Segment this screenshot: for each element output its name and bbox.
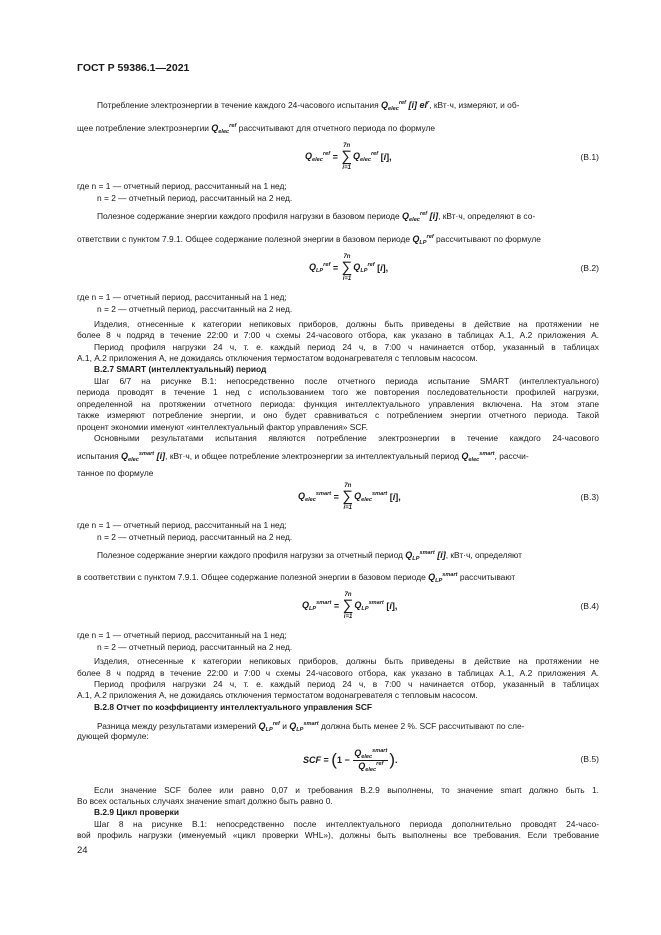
text-line: Период профиля нагрузки 24 ч, т. е. каждый период 24 ч, в 7:00 ч начинается отбор, указанный в таблицах bbox=[94, 679, 599, 689]
text-line: танное по формуле bbox=[77, 468, 154, 478]
text-line: Полезное содержание энергии каждого профиля нагрузки за отчетный период $Q_{LP}^{smart}$ [i], кВт·ч, определяют bbox=[97, 550, 522, 562]
text-line: Изделия, отнесенные к категории непиковых приборов, должны быть приведены в действие на протяжении не bbox=[94, 319, 599, 329]
text-line: Период профиля нагрузки 24 ч, т. е. каждый период 24 ч, в 7:00 ч начинается отбор, указанный в таблицах bbox=[94, 342, 599, 352]
where-line: n = 2 — отчетный период, рассчитанный на 2 нед. bbox=[97, 193, 293, 203]
text-line: Потребление электроэнергии в течение каждого 24-часового испытания $Q_{elec}^{ref}$ [i] $el^r$, кВт·ч, измеряют, и об- bbox=[97, 100, 520, 112]
q-lp-ref-symbol: $Q_{LP}^{ref}$ bbox=[258, 721, 280, 733]
text-line: в соответствии с пунктом 7.9.1. Общее содержание полезной энергии в базовом периоде $Q_{LP}^{smart}$ рассчитывают bbox=[77, 572, 516, 584]
formula-number: (В.4) bbox=[580, 601, 599, 611]
section-heading-b28: В.2.8 Отчет по коэффициенту интеллектуального управления SCF bbox=[94, 702, 373, 712]
section-heading-b29: В.2.9 Цикл проверки bbox=[94, 807, 179, 817]
q-lp-smart-total-symbol: $Q_{LP}^{smart}$ bbox=[428, 572, 458, 584]
where-line: n = 2 — отчетный период, рассчитанный на 2 нед. bbox=[97, 642, 293, 652]
formula-number: (В.2) bbox=[580, 263, 599, 273]
q-elec-ref-total-symbol: $Q_{elec}^{ref}$ bbox=[211, 123, 237, 135]
text-line: периода проводят в течение 1 нед с использованием того же повторения последовательности профилей нагрузки, bbox=[77, 387, 599, 397]
where-line: где n = 1 — отчетный период, рассчитанный на 1 нед; bbox=[77, 520, 287, 530]
text-line: Шаг 6/7 на рисунке В.1: непосредственно после отчетного периода испытание SMART (интеллектуального) bbox=[94, 376, 599, 386]
formula-number: (В.3) bbox=[580, 492, 599, 502]
page-header: ГОСТ Р 59386.1—2021 bbox=[77, 62, 190, 74]
where-line: n = 2 — отчетный период, рассчитанный на 2 нед. bbox=[97, 304, 293, 314]
where-line: где n = 1 — отчетный период, рассчитанный на 1 нед; bbox=[77, 630, 287, 640]
page-number: 24 bbox=[77, 845, 88, 856]
formula-number: (В.1) bbox=[580, 152, 599, 162]
where-line: где n = 1 — отчетный период, рассчитанный на 1 нед; bbox=[77, 181, 287, 191]
text-line: ответствии с пунктом 7.9.1. Общее содержание полезной энергии в базовом периоде $Q_{LP}^{ref}$ рассчитывают по формуле bbox=[77, 234, 541, 246]
text-line: дующей формуле: bbox=[77, 731, 149, 741]
formula-b4: $Q_{LP}^{smart}$ = 7n ∑ i=1 $Q_{LP}^{smart}$ [ i ], (В.4) bbox=[302, 592, 599, 620]
where-line: где n = 1 — отчетный период, рассчитанный на 1 нед; bbox=[77, 292, 287, 302]
text-line: щее потребление электроэнергии $Q_{elec}^{ref}$ рассчитывают для отчетного периода по формуле bbox=[77, 123, 436, 135]
q-lp-smart-symbol: $Q_{LP}^{smart}$ [i] bbox=[405, 550, 446, 562]
q-elec-ref-symbol: $Q_{elec}^{ref}$ [i] bbox=[402, 211, 439, 223]
formula-b2: $Q_{LP}^{ref}$ = 7n ∑ i=1 $Q_{LP}^{ref}$ [ i ], (В.2) bbox=[309, 254, 599, 282]
formula-number: (В.5) bbox=[580, 754, 599, 764]
text-line: более 8 ч подряд в течение 22:00 и 7:00 ч схемы 24-часового отбора, как указано в таблицах А.1, А.2 приложения А. bbox=[77, 330, 599, 340]
section-heading-b27: В.2.7 SMART (интеллектуальный) период bbox=[94, 364, 267, 374]
q-elec-smart-total-symbol: $Q_{elec}^{smart}$ bbox=[461, 451, 495, 463]
text-line: процент экономии именуют «интеллектуальный фактор управления» SCF. bbox=[77, 422, 368, 432]
text-line: Основными результатами испытания являются потребление электроэнергии в течение каждого 24-часового bbox=[94, 433, 599, 443]
text-line: Если значение SCF более или равно 0,07 и требования В.2.9 выполнены, то значение smart должно быть 1. bbox=[94, 785, 599, 795]
q-elec-ref-symbol: $Q_{elec}^{ref}$ [i] $el^r$ bbox=[380, 100, 430, 112]
text-line: также измеряют потребление энергии, и оно будет сравниваться с потреблением энергии отчетного периода. Такой bbox=[77, 410, 599, 420]
text-line: определенной на протяжении отчетного периода: функция интеллектуального управления включена. На этом этапе bbox=[77, 399, 599, 409]
q-lp-ref-symbol: $Q_{LP}^{ref}$ bbox=[412, 234, 434, 246]
formula-b3: $Q_{elec}^{smart}$ = 7n ∑ i=1 $Q_{elec}^{smart}$ [ i ], (В.3) bbox=[298, 483, 599, 511]
where-line: n = 2 — отчетный период, рассчитанный на 2 нед. bbox=[97, 532, 293, 542]
text-line: более 8 ч подряд в течение 22:00 и 7:00 ч схемы 24-часового отбора, как указано в таблицах А.1, А.2 приложения А. bbox=[77, 668, 599, 678]
text-line: А.1, А.2 приложения А, не дожидаясь отключения термостатом водонагревателя с тепловым насосом. bbox=[77, 353, 478, 363]
text-line: А.1, А.2 приложения А, не дожидаясь отключения термостатом водонагревателя с тепловым насосом. bbox=[77, 690, 478, 700]
text-line: Во всех остальных случаях значение smart должно быть равно 0. bbox=[77, 796, 333, 806]
text-line: Полезное содержание энергии каждого профиля нагрузки в базовом периоде $Q_{elec}^{ref}$ [i], кВт·ч, определяют в со- bbox=[97, 211, 536, 223]
text-line: Шаг 8 на рисунке В.1: непосредственно после интеллектуального периода дополнительно проводят 24-часо- bbox=[94, 819, 599, 829]
q-elec-smart-symbol: $Q_{elec}^{smart}$ [i] bbox=[121, 451, 166, 463]
text-line: испытания $Q_{elec}^{smart}$ [i], кВт·ч, и общее потребление электроэнергии за интеллектуальный период $Q_{elec}^{smart}$, рассчи- bbox=[77, 451, 529, 463]
q-lp-smart-symbol: $Q_{LP}^{smart}$ bbox=[289, 721, 319, 733]
formula-b5: SCF = ( 1 − $\frac{Q_{elec}^{smart}}{Q_{elec}^{ref}}$ ) . (В.5) bbox=[303, 747, 599, 773]
text-line: Изделия, отнесенные к категории непиковых приборов, должны быть приведены в действие на протяжении не bbox=[94, 656, 599, 666]
text-line: вой профиль нагрузки (именуемый «цикл проверки WHL»), должны быть выполнены все требования. Если требование bbox=[77, 830, 599, 840]
formula-b1: $Q_{elec}^{ref}$ = 7n ∑ i=1 $Q_{elec}^{ref}$ [ i ], (В.1) bbox=[305, 143, 599, 171]
text-line: Разница между результатами измерений $Q_{LP}^{ref}$ и $Q_{LP}^{smart}$ должна быть менее 2 %. SCF рассчитывают по сле- bbox=[97, 721, 525, 733]
